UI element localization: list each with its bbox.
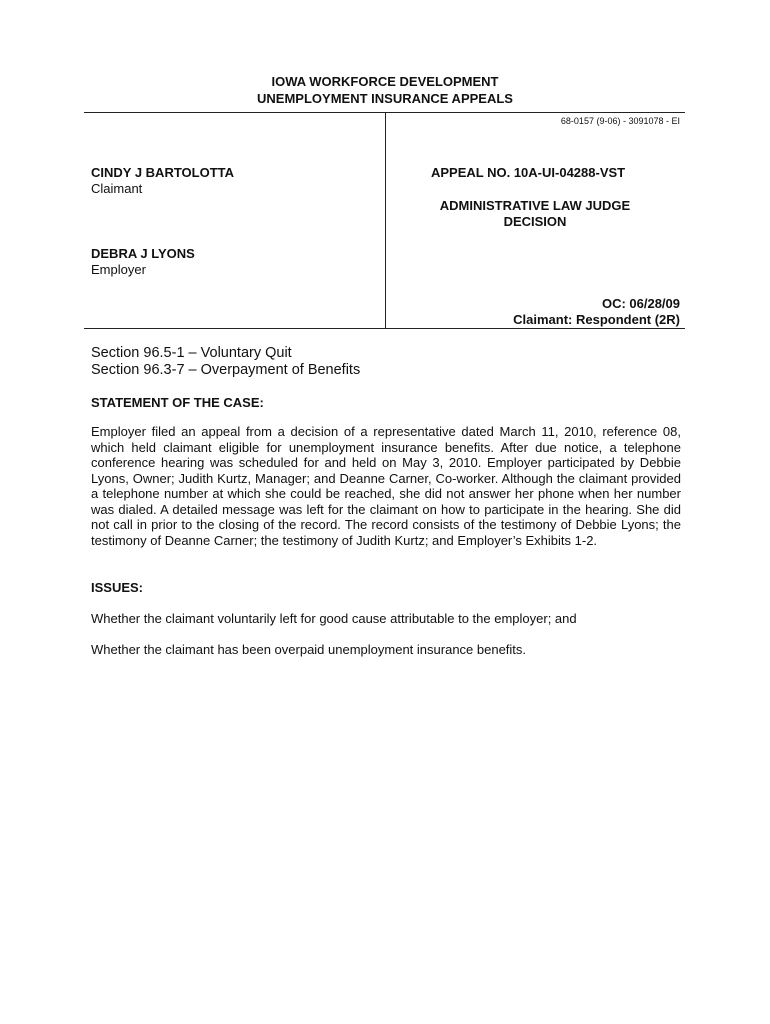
appeal-number: APPEAL NO. 10A-UI-04288-VST	[431, 165, 626, 180]
section-citation-2: Section 96.3-7 – Overpayment of Benefits	[91, 362, 361, 378]
issue-item-2: Whether the claimant has been overpaid unemployment insurance benefits.	[91, 642, 527, 657]
statement-body: Employer filed an appeal from a decision of a representative dated March 11, 2010, reference 08, which held claimant eligible for unemployment insurance benefits. After due notice, a telephone conference hearing was scheduled for and held on May 3, 2010. Employer participated by Debbie Lyons, Owner; Judith Kurtz, Manager; and Deanne Carner, Co-worker. Although the claimant provided a telephone number at which she could be reached, she did not answer her phone when her number was dialed. A detailed message was left for the claimant on how to participate in the hearing. She did not call in prior to the closing of the record. The record consists of the testimony of Debbie Lyons; the testimony of Deanne Carner; the testimony of Judith Kurtz; and Employer’s Exhibits 1-2.	[91, 424, 681, 548]
header-rule-bottom	[84, 328, 685, 329]
claimant-name: CINDY J BARTOLOTTA	[91, 165, 235, 180]
agency-title: IOWA WORKFORCE DEVELOPMENT	[271, 74, 499, 89]
caption-divider	[385, 113, 386, 329]
oc-date: OC: 06/28/09	[601, 296, 680, 311]
issues-heading: ISSUES:	[91, 580, 144, 595]
issue-item-1: Whether the claimant voluntarily left for good cause attributable to the employer; and	[91, 611, 577, 626]
division-title: UNEMPLOYMENT INSURANCE APPEALS	[257, 91, 513, 106]
statement-heading: STATEMENT OF THE CASE:	[91, 395, 264, 410]
claimant-status: Claimant: Respondent (2R)	[513, 312, 680, 327]
form-number: 68-0157 (9-06) - 3091078 - EI	[560, 116, 680, 126]
claimant-role: Claimant	[91, 181, 143, 196]
employer-role: Employer	[91, 262, 146, 277]
section-citation-1: Section 96.5-1 – Voluntary Quit	[91, 345, 292, 361]
employer-name: DEBRA J LYONS	[91, 246, 195, 261]
decision-title-line1: ADMINISTRATIVE LAW JUDGE	[439, 198, 631, 213]
decision-title-line2: DECISION	[503, 214, 567, 229]
